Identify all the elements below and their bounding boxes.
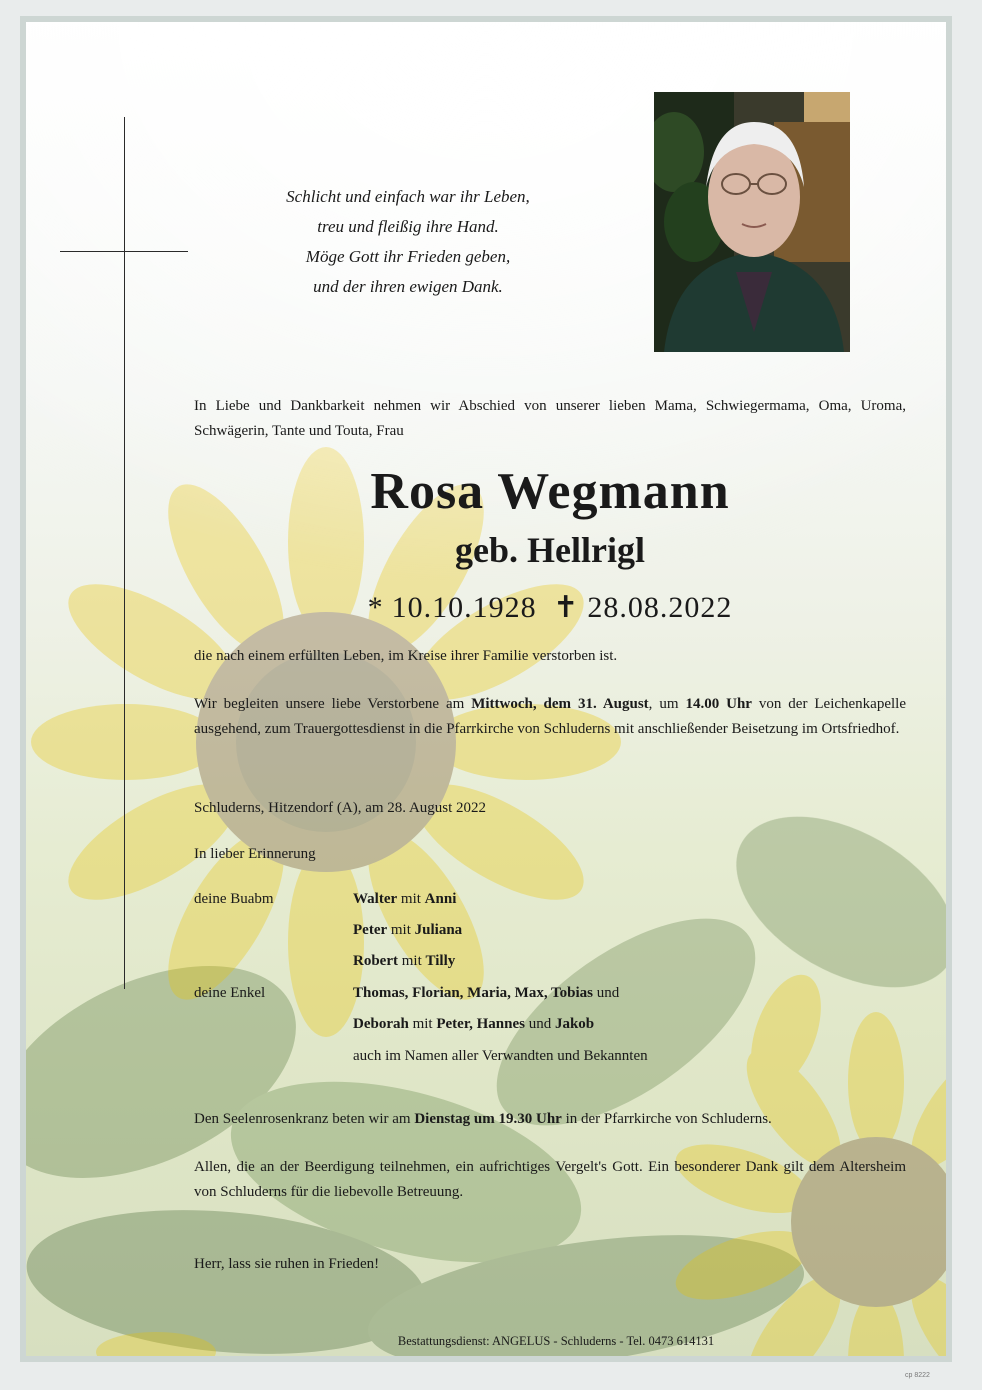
death-cross-icon: ✝ bbox=[553, 591, 580, 624]
conjunction: mit bbox=[401, 953, 422, 969]
memory-line: In lieber Erinnerung bbox=[194, 846, 316, 862]
grandchildren-names: Thomas, Florian, Maria, Max, Tobias bbox=[353, 985, 594, 1001]
document-code: cp 8222 bbox=[905, 1372, 930, 1379]
funeral-text: von der Leichenkapelle ausgehend, zum Trauergottesdienst in die Pfarrkirche von Schluderns mit anschließender Beisetzung im Ortsfriedhof. bbox=[194, 696, 906, 737]
funeral-text: Wir begleiten unsere liebe Verstorbene am bbox=[194, 696, 472, 712]
cross-vertical-bar bbox=[124, 117, 125, 989]
rosary-text: in der Pfarrkirche von Schluderns. bbox=[561, 1111, 772, 1127]
conjunction: und bbox=[596, 985, 620, 1001]
deceased-name: Rosa Wegmann bbox=[370, 463, 730, 520]
poem-line: Schlicht und einfach war ihr Leben, bbox=[286, 187, 530, 206]
conjunction: mit bbox=[400, 891, 421, 907]
relatives-line: auch im Namen aller Verwandten und Bekannten bbox=[353, 1048, 648, 1064]
place-date: Schluderns, Hitzendorf (A), am 28. August 2022 bbox=[194, 800, 487, 816]
sons-label: deine Buabm bbox=[194, 891, 274, 907]
poem-line: treu und fleißig ihre Hand. bbox=[317, 217, 499, 236]
poem-line: Möge Gott ihr Frieden geben, bbox=[305, 247, 511, 266]
rosary-time: Dienstag um 19.30 Uhr bbox=[414, 1111, 562, 1127]
portrait-photo bbox=[654, 92, 850, 352]
conjunction: und bbox=[528, 1016, 552, 1032]
prayer-text: Herr, lass sie ruhen in Frieden! bbox=[194, 1256, 380, 1272]
death-date: 28.08.2022 bbox=[587, 591, 733, 624]
life-dates bbox=[194, 588, 906, 628]
thanks-text: Allen, die an der Beerdigung teilnehmen, ein aufrichtiges Vergelt's Gott. Ein besonderer Dank gilt dem Altersheim von Schluderns für die liebevolle Betreuung. bbox=[194, 1159, 906, 1200]
rosary-info bbox=[194, 1107, 906, 1132]
son-name: Peter bbox=[353, 922, 388, 938]
conjunction: mit bbox=[390, 922, 411, 938]
partner-name: Tilly bbox=[425, 953, 456, 969]
funeral-day: Mittwoch, dem 31. August bbox=[471, 696, 649, 712]
intro-text: In Liebe und Dankbarkeit nehmen wir Abschied von unserer lieben Mama, Schwiegermama, Oma, Uroma, Schwägerin, Tante und Touta, Frau bbox=[194, 398, 906, 439]
great-grandchild-name: Jakob bbox=[554, 1016, 595, 1032]
funeral-service-footer: Bestattungsdienst: ANGELUS - Schluderns - Tel. 0473 614131 bbox=[397, 1334, 715, 1348]
grandchild-name: Deborah bbox=[353, 1016, 409, 1032]
maiden-name: geb. Hellrigl bbox=[455, 530, 645, 570]
poem bbox=[248, 182, 568, 302]
great-grandchildren-names: Peter, Hannes bbox=[436, 1016, 525, 1032]
death-note: die nach einem erfüllten Leben, im Kreise ihrer Familie verstorben ist. bbox=[194, 648, 618, 664]
partner-name: Anni bbox=[424, 891, 457, 907]
birth-date: 10.10.1928 bbox=[391, 591, 537, 624]
rosary-text: Den Seelenrosenkranz beten wir am bbox=[194, 1111, 415, 1127]
funeral-info bbox=[194, 692, 906, 742]
grandchildren-label: deine Enkel bbox=[194, 985, 266, 1001]
son-name: Walter bbox=[353, 891, 398, 907]
cross-horizontal-bar bbox=[60, 251, 188, 252]
funeral-time: 14.00 Uhr bbox=[685, 696, 752, 712]
son-name: Robert bbox=[353, 953, 398, 969]
partner-name: Juliana bbox=[414, 922, 463, 938]
conjunction: mit bbox=[412, 1016, 433, 1032]
funeral-text: , um bbox=[648, 696, 686, 712]
poem-line: und der ihren ewigen Dank. bbox=[313, 277, 503, 296]
birth-star-icon: * bbox=[367, 591, 384, 624]
obituary-card bbox=[20, 16, 952, 1362]
